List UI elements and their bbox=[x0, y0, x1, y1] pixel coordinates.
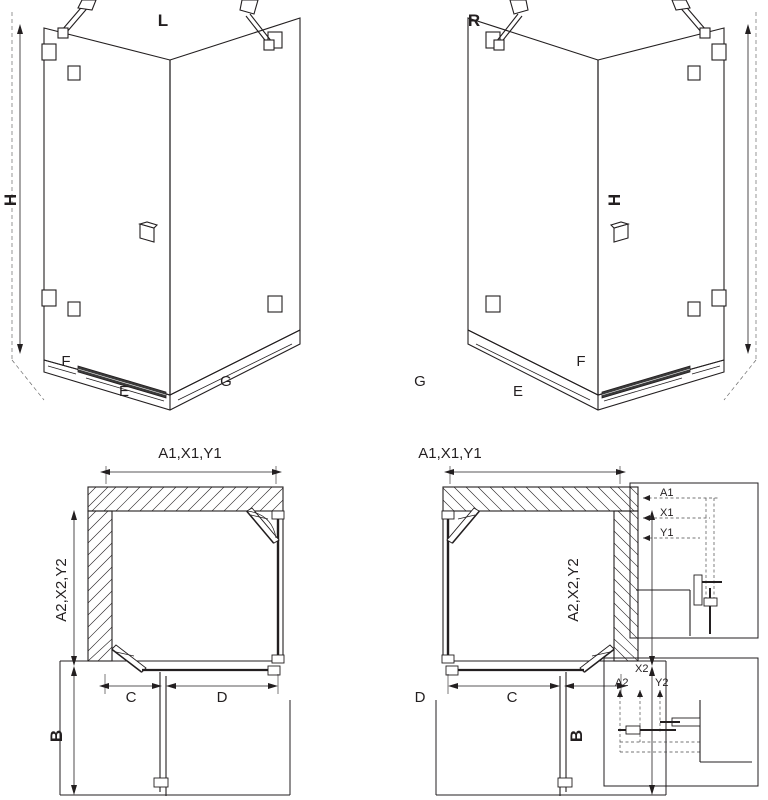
label-variant-left: L bbox=[157, 11, 169, 30]
dimension-b-left bbox=[71, 666, 77, 795]
tray-plan-left bbox=[60, 661, 290, 795]
tray-top-edge-left bbox=[44, 330, 300, 395]
dimension-h-right bbox=[745, 24, 751, 354]
label-d-right: D bbox=[414, 689, 426, 706]
profile-bottom-right-right bbox=[442, 655, 454, 663]
detail-frame-1 bbox=[630, 483, 758, 638]
wall-top-right bbox=[443, 487, 638, 511]
label-f-right: F bbox=[576, 353, 586, 370]
hinge-upper-door-right bbox=[688, 66, 700, 80]
label-b-right: B bbox=[567, 729, 586, 743]
dimension-a1x1y1-left bbox=[100, 466, 282, 484]
profile-top-right-left bbox=[272, 511, 284, 519]
stabilizer-bars-right bbox=[494, 0, 710, 50]
door-leaf-lower-left bbox=[112, 645, 146, 672]
label-b-left: B bbox=[47, 729, 66, 743]
wall-left-left bbox=[88, 511, 112, 661]
label-h-right: H bbox=[605, 193, 624, 207]
door-glass-panel-left bbox=[170, 18, 300, 395]
label-a1x1y1-right: A1,X1,Y1 bbox=[418, 445, 482, 462]
label-x1-detail: X1 bbox=[660, 507, 674, 519]
dimension-cd-right bbox=[448, 674, 627, 694]
label-a2x2y2-right: A2,X2,Y2 bbox=[565, 558, 582, 622]
side-glass-panel-left bbox=[44, 28, 170, 395]
label-a2-detail: A2 bbox=[615, 677, 629, 689]
label-f-left: F bbox=[61, 353, 71, 370]
detail-1-dashed bbox=[643, 498, 720, 600]
side-glass-panel-right bbox=[598, 28, 724, 395]
hinge-upper-left bbox=[42, 44, 56, 60]
profile-bottom-right-left bbox=[272, 655, 284, 663]
label-g-right: G bbox=[414, 373, 426, 390]
door-glass-panel-right bbox=[468, 18, 598, 395]
label-a1x1y1-left: A1,X1,Y1 bbox=[158, 445, 222, 462]
seal-highlight-right bbox=[602, 369, 690, 395]
wall-bracket-lower-right bbox=[486, 296, 500, 312]
label-variant-right: R bbox=[467, 11, 481, 30]
label-g-left: G bbox=[220, 373, 232, 390]
dimension-a1x1y1-right bbox=[444, 466, 626, 484]
label-c-right: C bbox=[506, 689, 518, 706]
dimension-h-left bbox=[17, 24, 23, 354]
detail-2-geometry bbox=[618, 700, 752, 762]
label-d-left: D bbox=[216, 689, 228, 706]
label-a1-detail: A1 bbox=[660, 487, 674, 499]
hinge-lower-door-left bbox=[68, 302, 80, 316]
wall-hatch-top-right bbox=[443, 487, 638, 511]
hinge-upper-door-left bbox=[68, 66, 80, 80]
label-y1-detail: Y1 bbox=[660, 527, 674, 539]
door-panel-swing-left bbox=[154, 672, 168, 796]
plan-view-left bbox=[60, 466, 290, 796]
detail-1-geometry bbox=[636, 575, 722, 636]
label-c-left: C bbox=[125, 689, 137, 706]
hinge-lower-right bbox=[712, 290, 726, 306]
label-e-left: E bbox=[118, 383, 130, 400]
detail-1-arrows bbox=[643, 495, 650, 541]
tray-top-edge-right bbox=[468, 330, 724, 395]
profile-bottom-right bbox=[446, 666, 458, 675]
hinge-lower-door-right bbox=[688, 302, 700, 316]
label-y2-detail: Y2 bbox=[655, 677, 669, 689]
dimension-a2x2y2-left bbox=[71, 510, 77, 666]
wall-top-left bbox=[88, 487, 283, 511]
profile-bottom-left bbox=[268, 666, 280, 675]
extent-lines-right bbox=[724, 12, 756, 400]
dimension-a2x2y2-right bbox=[649, 510, 655, 666]
perspective-view-left bbox=[12, 0, 300, 410]
hinge-upper-right bbox=[712, 44, 726, 60]
label-a2x2y2-left: A2,X2,Y2 bbox=[53, 558, 70, 622]
wall-bracket-lower-left bbox=[268, 296, 282, 312]
label-e-right: E bbox=[512, 383, 524, 400]
hinge-lower-left bbox=[42, 290, 56, 306]
label-h-left: H bbox=[1, 193, 20, 207]
wall-hatch-top-left bbox=[88, 487, 283, 511]
wall-hatch-left-left bbox=[88, 511, 112, 661]
detail-2-arrows bbox=[617, 690, 663, 697]
detail-box-a1x1y1 bbox=[630, 483, 758, 638]
profile-top-right-right bbox=[442, 511, 454, 519]
label-x2-detail: X2 bbox=[635, 663, 649, 675]
